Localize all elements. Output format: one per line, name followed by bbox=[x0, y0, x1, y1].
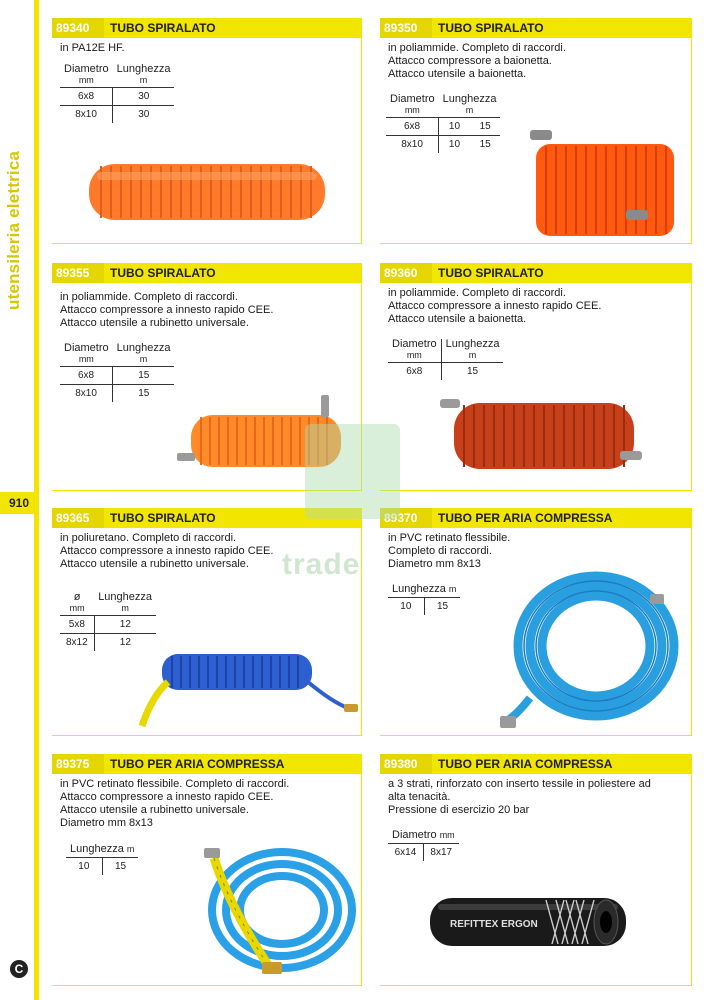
hose-print-label: REFITTEX ERGON bbox=[450, 919, 538, 930]
card-header bbox=[380, 18, 691, 38]
product-title: TUBO PER ARIA COMPRESSA bbox=[438, 511, 613, 525]
table-row: 6x8 10 15 bbox=[386, 118, 500, 136]
col-header: Lunghezza m bbox=[113, 343, 175, 367]
hose-image bbox=[428, 894, 628, 950]
product-code: 89380 bbox=[380, 754, 432, 774]
description-line: Diametro mm 8x13 bbox=[388, 558, 481, 570]
description-line: Pressione di esercizio 20 bar bbox=[388, 804, 530, 816]
card-header bbox=[380, 263, 691, 283]
page-number: 910 bbox=[0, 492, 38, 514]
hose-image bbox=[500, 558, 685, 730]
description-line: in poliammide. Completo di raccordi. bbox=[388, 287, 566, 299]
product-description bbox=[388, 287, 685, 326]
description-line: Diametro mm 8x13 bbox=[60, 817, 153, 829]
spec-table bbox=[388, 584, 460, 615]
table-row: 8x10 30 bbox=[60, 106, 174, 124]
spec-table bbox=[66, 844, 138, 875]
description-line: Attacco compressore a innesto rapido CEE. bbox=[60, 791, 274, 803]
product-title: TUBO SPIRALATO bbox=[438, 21, 544, 35]
description-line: a 3 strati, rinforzato con inserto tessile in poliestere ad bbox=[388, 778, 651, 790]
description-line: in poliammide. Completo di raccordi. bbox=[60, 291, 238, 303]
col-header: Lunghezza m bbox=[66, 844, 138, 858]
description-line: Attacco utensile a rubinetto universale. bbox=[60, 317, 249, 329]
product-description bbox=[60, 291, 355, 330]
description-line: alta tenacità. bbox=[388, 791, 451, 803]
brand-logo-icon: C bbox=[10, 960, 28, 978]
description-line: Attacco compressore a innesto rapido CEE. bbox=[60, 304, 274, 316]
table-row: 8x10 15 bbox=[60, 385, 174, 403]
col-header: Diametro mm bbox=[386, 94, 439, 118]
card-header bbox=[52, 263, 361, 283]
col-header: Lunghezza m bbox=[94, 592, 156, 616]
product-card-89360 bbox=[380, 263, 692, 491]
product-code: 89360 bbox=[380, 263, 432, 283]
description-line: Attacco utensile a rubinetto universale. bbox=[60, 804, 249, 816]
table-row: 6x8 15 bbox=[388, 363, 503, 381]
col-header: Diametro mm bbox=[60, 343, 113, 367]
col-header: Diametro mm bbox=[388, 339, 441, 363]
spec-table bbox=[388, 339, 503, 380]
col-header: Diametro mm bbox=[60, 64, 113, 88]
section-label: utensileria elettrica bbox=[4, 150, 23, 310]
product-code: 89350 bbox=[380, 18, 432, 38]
watermark-text: trade bbox=[282, 548, 361, 581]
watermark-tree-icon bbox=[305, 424, 400, 519]
product-description bbox=[60, 42, 355, 55]
product-description bbox=[60, 778, 355, 830]
col-header: Lunghezza m bbox=[388, 584, 460, 598]
table-row: 10 15 bbox=[66, 858, 138, 876]
product-description bbox=[388, 778, 685, 817]
product-code: 89340 bbox=[52, 18, 104, 38]
hose-image bbox=[112, 652, 362, 730]
product-title: TUBO PER ARIA COMPRESSA bbox=[110, 757, 285, 771]
description-line: Attacco compressore a baionetta. bbox=[388, 55, 552, 67]
col-header: ø mm bbox=[60, 592, 94, 616]
product-card-89370 bbox=[380, 508, 692, 736]
spec-table bbox=[386, 94, 500, 153]
product-card-89340 bbox=[52, 18, 362, 244]
product-title: TUBO SPIRALATO bbox=[110, 266, 216, 280]
hose-image bbox=[530, 126, 680, 238]
card-header bbox=[52, 18, 361, 38]
table-row: 8x10 10 15 bbox=[386, 136, 500, 154]
product-code: 89375 bbox=[52, 754, 104, 774]
product-card-89380 bbox=[380, 754, 692, 986]
hose-image bbox=[440, 391, 645, 475]
col-header: Lunghezza m bbox=[439, 94, 501, 118]
description-line: Attacco utensile a rubinetto universale. bbox=[60, 558, 249, 570]
product-card-89350 bbox=[380, 18, 692, 244]
description-line: in poliuretano. Completo di raccordi. bbox=[60, 532, 237, 544]
table-row: 10 15 bbox=[388, 598, 460, 616]
table-row: 6x8 30 bbox=[60, 88, 174, 106]
product-title: TUBO SPIRALATO bbox=[110, 21, 216, 35]
table-row: 6x14 8x17 bbox=[388, 844, 459, 862]
product-card-89375 bbox=[52, 754, 362, 986]
spec-table bbox=[388, 830, 459, 861]
card-header bbox=[380, 508, 691, 528]
description-line: in poliammide. Completo di raccordi. bbox=[388, 42, 566, 54]
hose-image bbox=[200, 838, 360, 978]
card-header bbox=[380, 754, 691, 774]
description-line: Attacco compressore a innesto rapido CEE. bbox=[388, 300, 602, 312]
card-header bbox=[52, 754, 361, 774]
col-header: Lunghezza m bbox=[113, 64, 175, 88]
product-description bbox=[388, 42, 685, 81]
product-title: TUBO SPIRALATO bbox=[110, 511, 216, 525]
col-header: Diametro mm bbox=[388, 830, 459, 844]
table-row: 6x8 15 bbox=[60, 367, 174, 385]
product-code: 89365 bbox=[52, 508, 104, 528]
description-line: Attacco utensile a baionetta. bbox=[388, 313, 527, 325]
description-line: in PVC retinato flessibile. Completo di raccordi. bbox=[60, 778, 290, 790]
product-card-89365 bbox=[52, 508, 362, 736]
spec-table bbox=[60, 343, 174, 402]
description-line: Attacco utensile a baionetta. bbox=[388, 68, 527, 80]
description-line: Completo di raccordi. bbox=[388, 545, 492, 557]
product-code: 89355 bbox=[52, 263, 104, 283]
col-header: Lunghezza m bbox=[441, 339, 503, 363]
product-title: TUBO PER ARIA COMPRESSA bbox=[438, 757, 613, 771]
spec-table bbox=[60, 592, 156, 651]
description-line: in PA12E HF. bbox=[60, 42, 125, 54]
spec-table bbox=[60, 64, 174, 123]
description-line: Attacco compressore a innesto rapido CEE. bbox=[60, 545, 274, 557]
product-code: 89370 bbox=[380, 508, 432, 528]
table-row: 5x8 12 bbox=[60, 616, 156, 634]
product-title: TUBO SPIRALATO bbox=[438, 266, 544, 280]
description-line: in PVC retinato flessibile. bbox=[388, 532, 511, 544]
table-row: 8x12 12 bbox=[60, 634, 156, 652]
hose-image bbox=[87, 156, 327, 226]
